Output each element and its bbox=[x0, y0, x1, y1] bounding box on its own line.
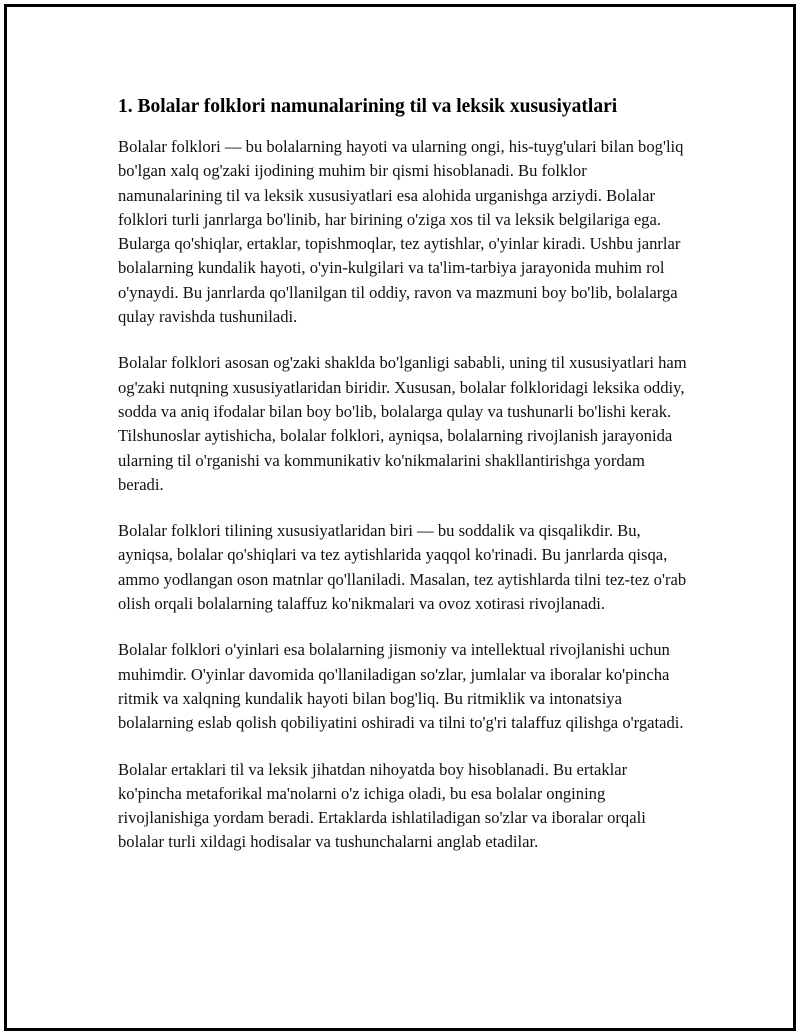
document-body bbox=[118, 93, 690, 877]
paragraph-4: Bolalar folklori o'yinlari esa bolalarning jismoniy va intellektual rivojlanishi uchun muhimdir. O'yinlar davomida qo'llaniladigan so'zlar, jumlalar va iboralar ko'pincha ritmik va xalqning kundalik hayoti bilan bog'liq. Bu ritmiklik va intonatsiya bolalarning eslab qolish qobiliyatini oshiradi va tilni to'g'ri talaffuz qilishga o'rgatadi. bbox=[118, 640, 684, 733]
section-heading: 1. Bolalar folklori namunalarining til va leksik xususiyatlari bbox=[118, 96, 618, 117]
paragraph-1: Bolalar folklori — bu bolalarning hayoti va ularning ongi, his-tuyg'ulari bilan bog'liq bo'lgan xalq og'zaki ijodining muhim bir qismi hisoblanadi. Bu folklor namunalarining til va leksik xususiyatlari esa alohida urganishga arziydi. Bolalar folklori turli janrlarga bo'linib, har birining o'ziga xos til va leksik belgilariga ega. Bularga qo'shiqlar, ertaklar, topishmoqlar, tez aytishlar, o'yinlar kiradi. Ushbu janrlar bolalarning kundalik hayoti, o'yin-kulgilari va ta'lim-tarbiya jarayonida muhim rol o'ynaydi. Bu janrlarda qo'llanilgan til oddiy, ravon va mazmuni boy bo'lib, bolalarga qulay ravishda tushuniladi. bbox=[118, 137, 684, 327]
paragraph-2: Bolalar folklori asosan og'zaki shaklda bo'lganligi sababli, uning til xususiyatlari ham og'zaki nutqning xususiyatlaridan biridir. Xususan, bolalar folkloridagi leksika oddiy, sodda va aniq ifodalar bilan boy bo'lib, bolalarga qulay va tushunarli bo'lishi kerak. Tilshunoslar aytishicha, bolalar folklori, ayniqsa, bolalarning rivojlanish jarayonida ularning til o'rganishi va kommunikativ ko'nikmalarini shakllantirishga yordam beradi. bbox=[118, 353, 687, 494]
paragraph-3: Bolalar folklori tilining xususiyatlaridan biri — bu soddalik va qisqalikdir. Bu, ayniqsa, bolalar qo'shiqlari va tez aytishlarida yaqqol ko'rinadi. Bu janrlarda qisqa, ammo yodlangan oson matnlar qo'llaniladi. Masalan, tez aytishlarda tilni tez-tez o'rab olish orqali bolalarning talaffuz ko'nikmalari va ovoz xotirasi rivojlanadi. bbox=[118, 521, 687, 614]
paragraph-5: Bolalar ertaklari til va leksik jihatdan nihoyatda boy hisoblanadi. Bu ertaklar ko'pincha metaforikal ma'nolarni o'z ichiga oladi, bu esa bolalar ongining rivojlanishiga yordam beradi. Ertaklarda ishlatiladigan so'zlar va iboralar orqali bolalar turli xildagi hodisalar va tushunchalarni anglab etadilar. bbox=[118, 759, 646, 852]
